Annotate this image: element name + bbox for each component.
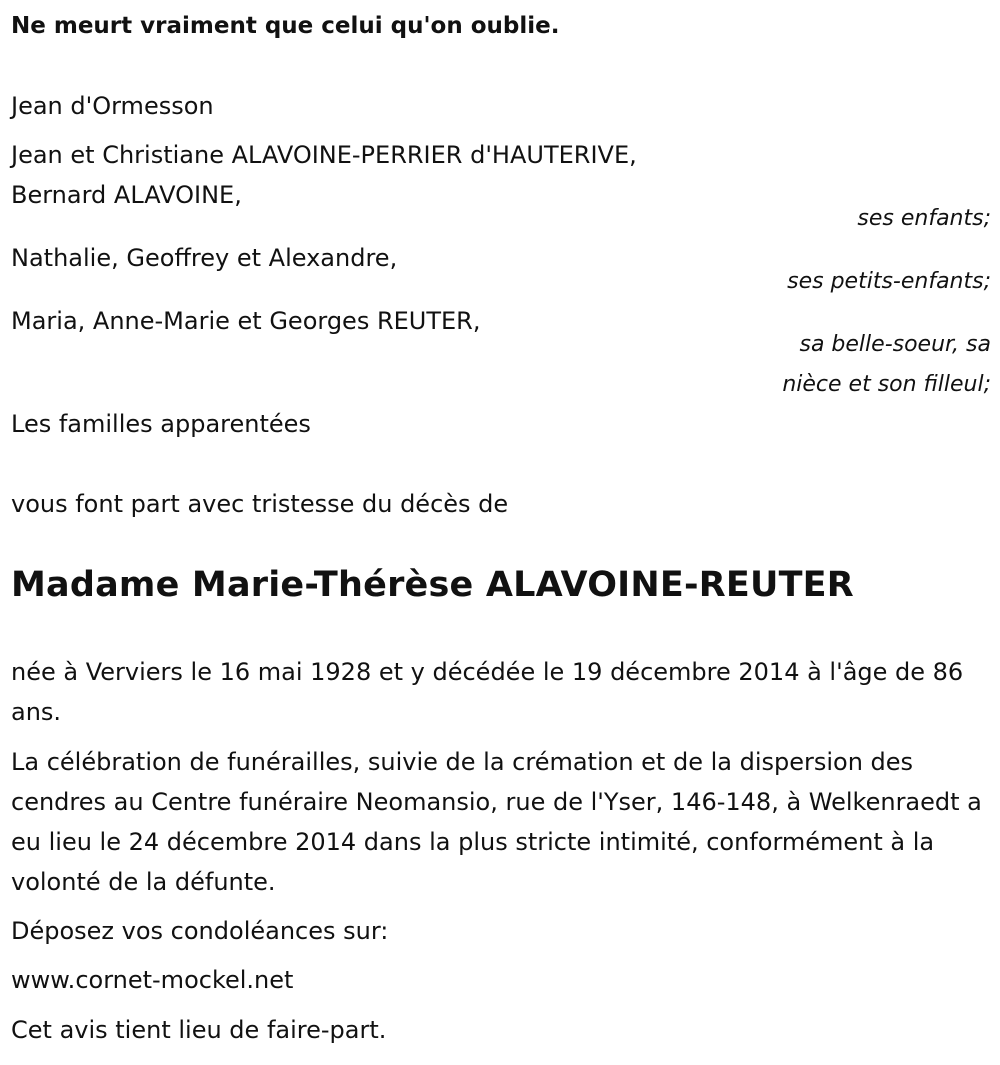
family-line-2: Jean et Christiane ALAVOINE-PERRIER d'HAUTERIVE,	[11, 141, 637, 169]
announcement-text: vous font part avec tristesse du décès de	[11, 490, 509, 518]
family-line-4: Nathalie, Geoffrey et Alexandre,	[11, 244, 398, 272]
birth-death-paragraph: née à Verviers le 16 mai 1928 et y décédée le 19 décembre 2014 à l'âge de 86 ans.	[11, 658, 964, 726]
relation-in-law-line-2: nièce et son filleul;	[782, 372, 991, 397]
epigraph-quote: Ne meurt vraiment que celui qu'on oublie.	[11, 13, 560, 39]
deceased-name: Madame Marie-Thérèse ALAVOINE-REUTER	[11, 565, 854, 605]
family-line-3: Bernard ALAVOINE,	[11, 181, 242, 209]
relation-in-law-line-1: sa belle-soeur, sa	[799, 332, 991, 357]
family-line-6: Les familles apparentées	[11, 410, 311, 438]
funeral-paragraph: La célébration de funérailles, suivie de la crémation et de la dispersion des cendres au Centre funéraire Neomansio, rue de l'Yser, 146-148, à Welkenraedt a eu lieu le 24 décembre 2014 dans la plus stricte intimité, conformément à la volonté de la défunte.	[11, 748, 982, 896]
family-line-1: Jean d'Ormesson	[11, 92, 214, 120]
family-line-5: Maria, Anne-Marie et Georges REUTER,	[11, 307, 481, 335]
obituary-notice	[11, 0, 991, 1065]
relation-grandchildren: ses petits-enfants;	[787, 269, 991, 294]
condolences-label: Déposez vos condoléances sur:	[11, 917, 389, 945]
closing-note: Cet avis tient lieu de faire-part.	[11, 1016, 387, 1044]
condolences-website-link[interactable]: www.cornet-mockel.net	[11, 966, 294, 994]
relation-children: ses enfants;	[857, 206, 991, 231]
